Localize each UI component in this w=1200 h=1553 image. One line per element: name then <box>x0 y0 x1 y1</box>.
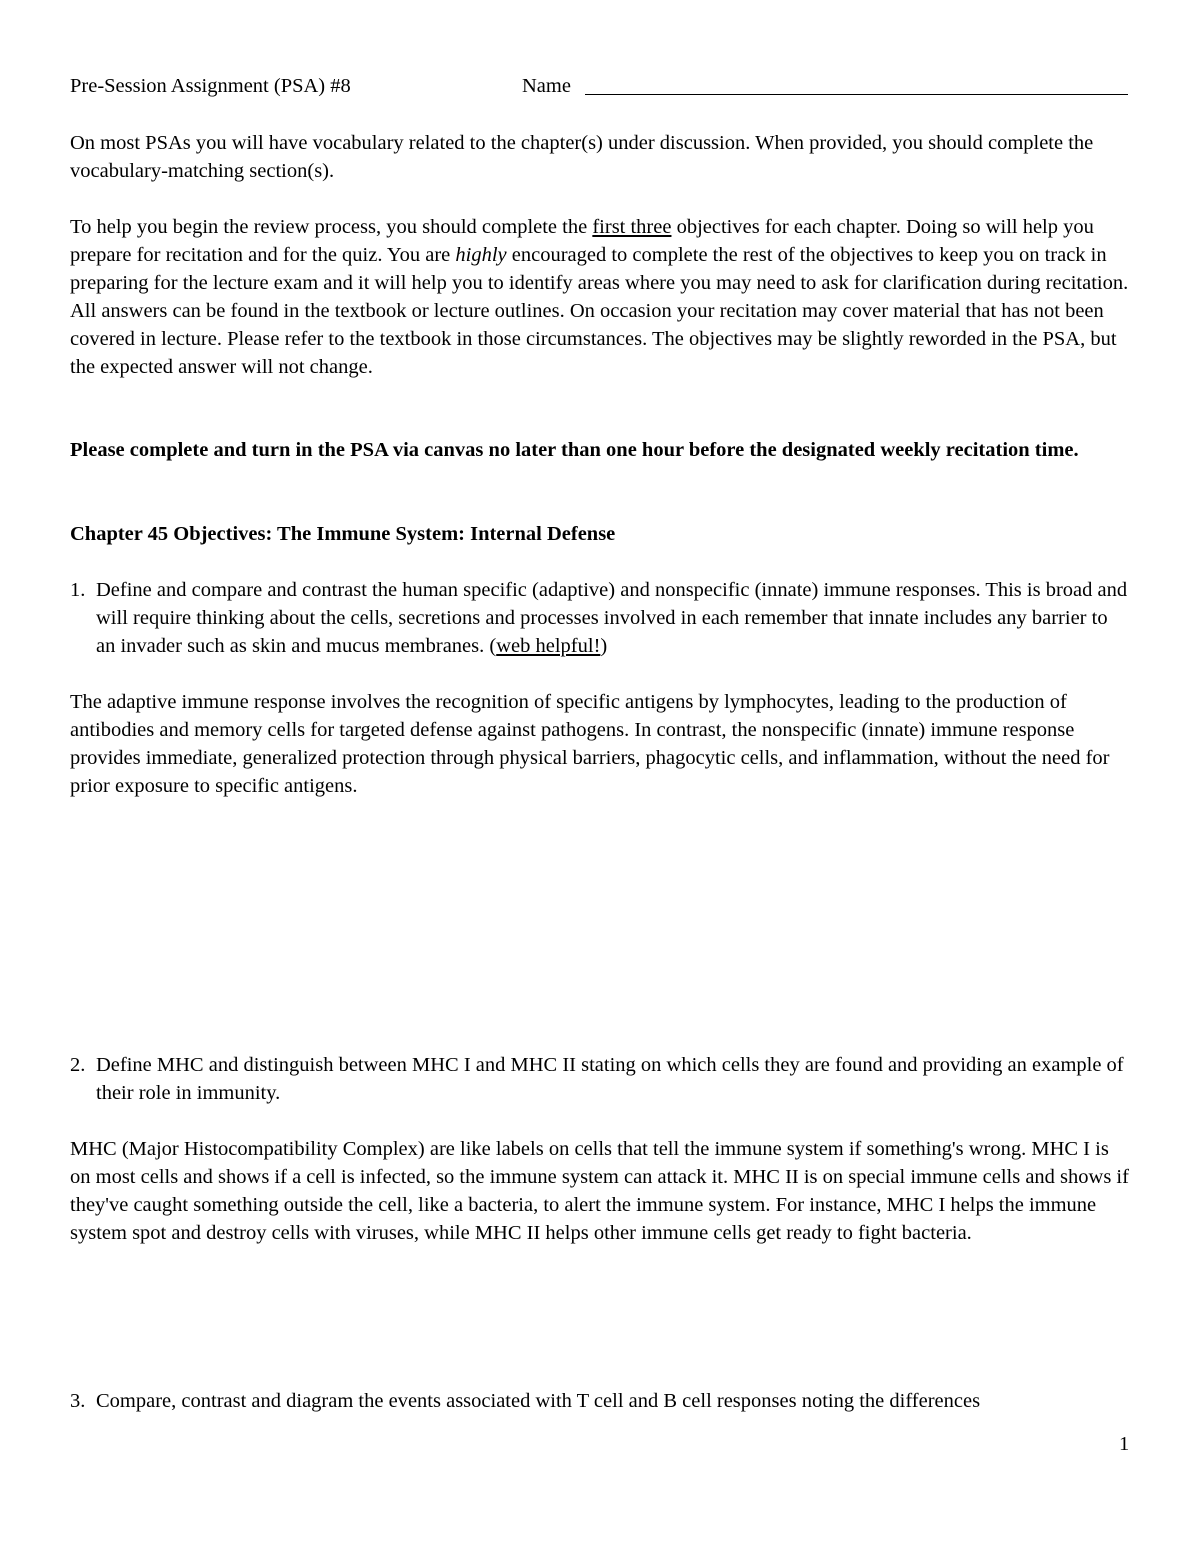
objective-1 <box>70 576 1132 660</box>
objective-1-text-end: ) <box>600 635 608 657</box>
intro-text-part1: To help you begin the review process, you should complete the <box>70 216 593 238</box>
objective-3-text: Compare, contrast and diagram the events associated with T cell and B cell responses noting the differences <box>96 1390 981 1412</box>
chapter-heading: Chapter 45 Objectives: The Immune System: Internal Defense <box>70 523 616 545</box>
objective-1-text: Define and compare and contrast the human specific (adaptive) and nonspecific (innate) immune responses. This is broad and will require thinking about the cells, secretions and processes involved in each remember that innate includes any barrier to an invader such as skin and mucus membranes. ( <box>96 579 1128 657</box>
intro-text-part3: encouraged to complete the rest of the objectives to keep you on track in preparing for the lecture exam and it will help you to identify areas where you may need to ask for clarification during recitation. All answers can be found in the textbook or lecture outlines. On occasion your recitation may cover material that has not been covered in lecture. Please refer to the textbook in those circumstances. The objectives may be slightly reworded in the PSA, but the expected answer will not change. <box>70 244 1129 378</box>
objective-2-answer: MHC (Major Histocompatibility Complex) are like labels on cells that tell the immune system if something's wrong. MHC I is on most cells and shows if a cell is infected, so the immune system can attack it. MHC II is on special immune cells and shows if they've caught something outside the cell, like a bacteria, to alert the immune system. For instance, MHC I helps the immune system spot and destroy cells with viruses, while MHC II helps other immune cells get ready to fight bacteria. <box>70 1138 1129 1244</box>
web-helpful-link[interactable]: web helpful! <box>496 635 601 657</box>
objective-number: 2. <box>70 1054 86 1076</box>
name-blank-line[interactable] <box>585 94 1128 95</box>
intro-paragraph-review <box>70 213 1132 381</box>
name-label: Name <box>522 75 571 97</box>
objective-1-answer: The adaptive immune response involves the recognition of specific antigens by lymphocytes, leading to the production of antibodies and memory cells for targeted defense against pathogens. In contrast, the nonspecific (innate) immune response provides immediate, generalized protection through physical barriers, phagocytic cells, and inflammation, without the need for prior exposure to specific antigens. <box>70 691 1110 797</box>
page-number: 1 <box>1119 1433 1130 1455</box>
first-three-emphasis: first three <box>592 216 672 238</box>
intro-paragraph-vocabulary: On most PSAs you will have vocabulary related to the chapter(s) under discussion. When provided, you should complete the vocabulary-matching section(s). <box>70 132 1094 182</box>
objective-2-text: Define MHC and distinguish between MHC I and MHC II stating on which cells they are found and providing an example of their role in immunity. <box>96 1054 1124 1104</box>
deadline-notice: Please complete and turn in the PSA via canvas no later than one hour before the designated weekly recitation time. <box>70 439 1079 461</box>
objective-1-prompt <box>70 576 1132 660</box>
objective-3 <box>70 1387 1132 1415</box>
objective-2 <box>70 1051 1132 1107</box>
objective-number: 1. <box>70 579 86 601</box>
intro-text-part2: objectives for each chapter. Doing so will help you prepare for recitation and for the quiz. You are <box>70 216 1094 266</box>
objective-number: 3. <box>70 1390 86 1412</box>
assignment-title: Pre-Session Assignment (PSA) #8 <box>70 75 351 97</box>
highly-emphasis: highly <box>455 244 507 266</box>
